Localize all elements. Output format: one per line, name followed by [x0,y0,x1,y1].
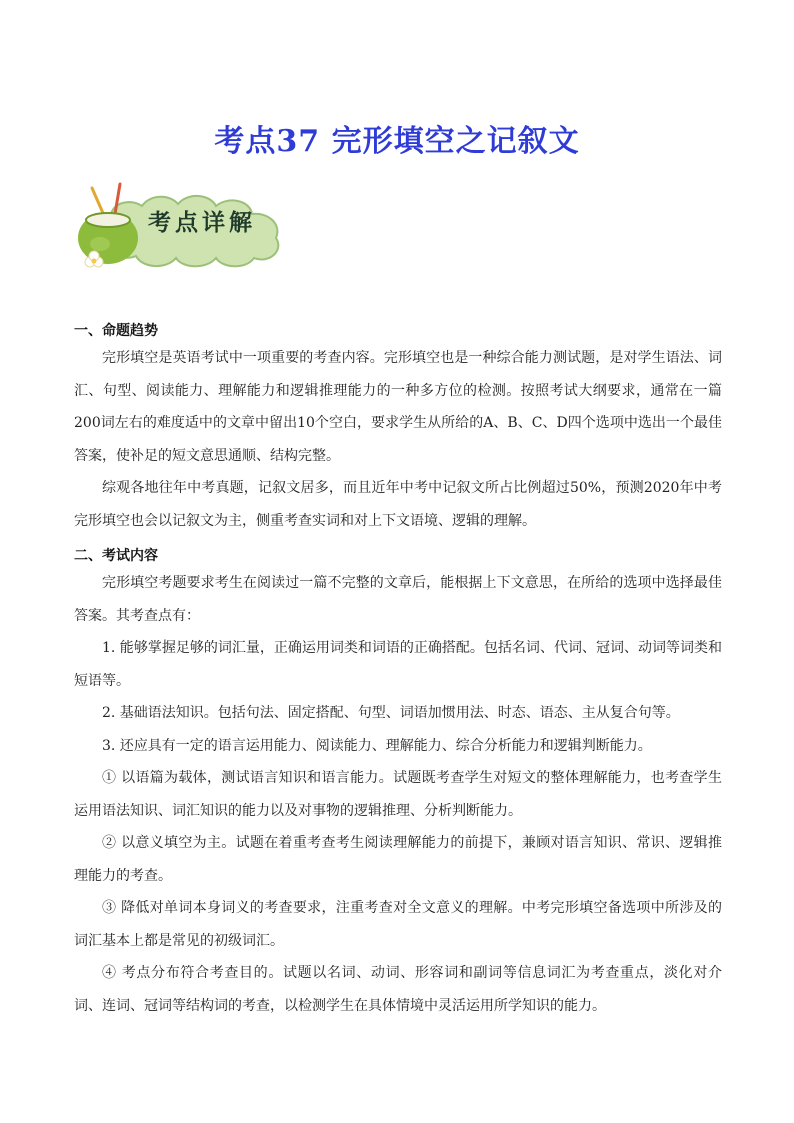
section-banner [70,180,290,270]
paragraph: 完形填空考题要求考生在阅读过一篇不完整的文章后，能根据上下文意思，在所给的选项中选择最佳答案。其考查点有： [74,575,722,624]
sub-item: ③ 降低对单词本身词义的考查要求，注重考查对全文意义的理解。中考完形填空备选项中所涉及的词汇基本上都是常见的初级词汇。 [74,900,722,949]
list-item: 1. 能够掌握足够的词汇量，正确运用词类和词语的正确搭配。包括名词、代词、冠词、动词等词类和短语等。 [74,640,722,689]
section-content [74,545,722,1022]
sub-item: ① 以语篇为载体，测试语言知识和语言能力。试题既考查学生对短文的整体理解能力，也考查学生运用语法知识、词汇知识的能力以及对事物的逻辑推理、分析判断能力。 [74,770,722,819]
sub-item: ② 以意义填空为主。试题在着重考查考生阅读理解能力的前提下，兼顾对语言知识、常识、逻辑推理能力的考查。 [74,835,722,884]
paragraph: 完形填空是英语考试中一项重要的考查内容。完形填空也是一种综合能力测试题，是对学生语法、词汇、句型、阅读能力、理解能力和逻辑推理能力的一种多方位的检测。按照考试大纲要求，通常在一篇200词左右的难度适中的文章中留出10个空白，要求学生从所给的A、B、C、D四个选项中选出一个最佳答案，使补足的短文意思通顺、结构完整。 [74,350,722,464]
banner-label: 考点详解 [148,210,256,236]
main-content [74,320,722,1022]
paragraph: 综观各地往年中考真题，记叙文居多，而且近年中考中记叙文所占比例超过50%，预测2020年中考完形填空也会以记叙文为主，侧重考查实词和对上下文语境、逻辑的理解。 [74,480,722,529]
sub-item: ④ 考点分布符合考查目的。试题以名词、动词、形容词和副词等信息词汇为考查重点，淡化对介词、连词、冠词等结构词的考查，以检测学生在具体情境中灵活运用所学知识的能力。 [74,965,722,1014]
list-item: 2. 基础语法知识。包括句法、固定搭配、句型、词语加惯用法、时态、语态、主从复合句等。 [102,705,680,721]
section-trend [74,320,722,537]
section-heading: 二、考试内容 [74,548,158,564]
page-title: 考点37 完形填空之记叙文 [214,124,580,159]
section-heading: 一、命题趋势 [74,323,158,339]
list-item: 3. 还应具有一定的语言运用能力、阅读能力、理解能力、综合分析能力和逻辑判断能力。 [102,737,652,754]
